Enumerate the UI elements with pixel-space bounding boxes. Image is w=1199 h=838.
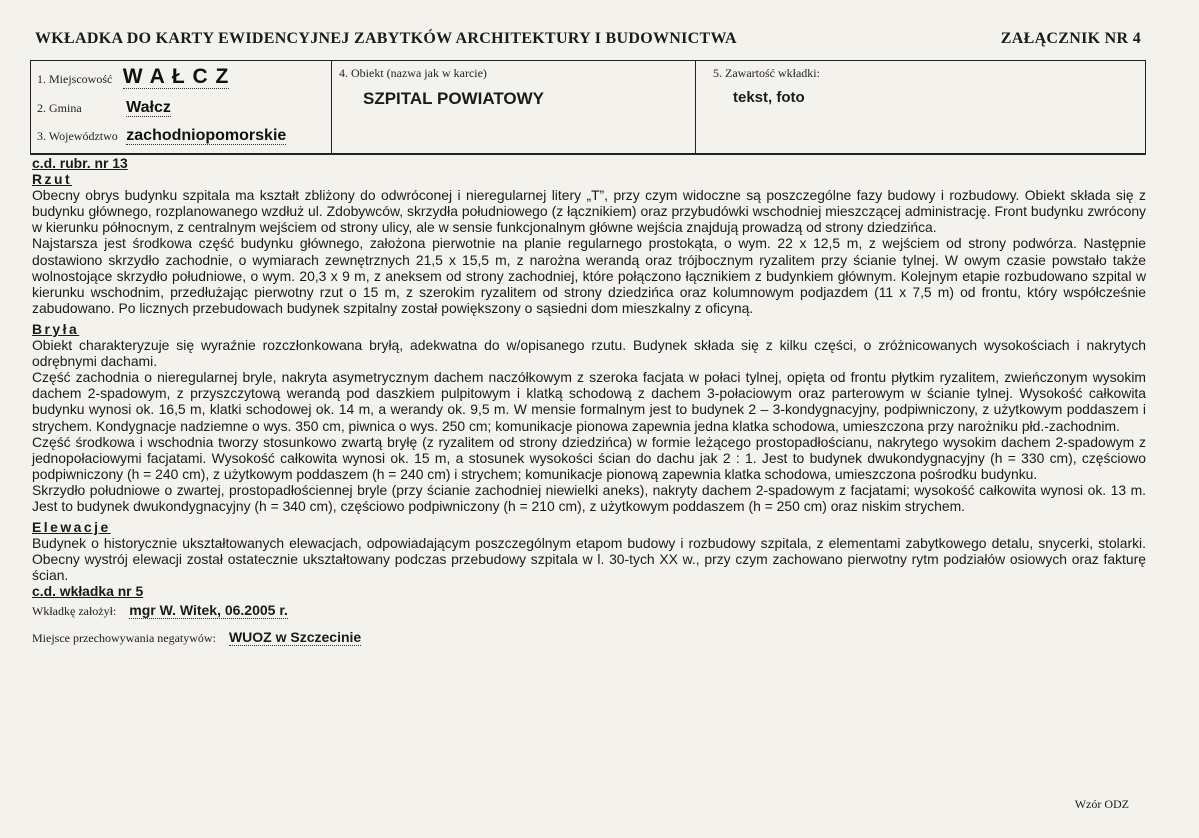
- bryla-heading: Bryła: [32, 320, 80, 337]
- elewacje-heading: Elewacje: [32, 519, 111, 536]
- content-column: [697, 61, 1145, 153]
- gmina-value: Wałcz: [126, 99, 171, 116]
- miejscowosc-value: W A Ł C Z: [122, 65, 230, 88]
- document-body: [32, 155, 1146, 646]
- elewacje-paragraph-1: Budynek o historycznie ukształtowanych elewacjach, odpowiadającym poszczególnym etapom budowy i rozbudowy szpitala, z elementami zabytkowego detalu, snycerki, stolarki. Obecny wystrój elewacji został ostatecznie ukształtowany podczas przebudowy szpitala w l. 30-tych XX w., przy czym zachowano pierwotny rytm podziałów osiowych oraz fakturę ścian.: [32, 535, 1146, 584]
- obiekt-value: SZPITAL POWIATOWY: [363, 89, 545, 108]
- negatywy-value: WUOZ w Szczecinie: [228, 628, 362, 645]
- zawartosc-value: tekst, foto: [733, 89, 805, 106]
- wojewodztwo-value: zachodniopomorskie: [126, 127, 287, 144]
- rzut-heading: Rzut: [32, 171, 73, 188]
- author-line: [32, 602, 1146, 619]
- bryla-paragraph-1: Obiekt charakteryzuje się wyraźnie rozczłonkowana bryłą, adekwatna do w/opisanego rzutu. Budynek składa się z kilku części, o zróżnicowanych wysokościach i nakrytych odrębnymi dachami.: [32, 337, 1146, 370]
- info-fields-box: [30, 60, 1146, 155]
- zalozyl-label: Wkładkę założył:: [32, 603, 117, 618]
- negatives-line: [32, 629, 1146, 646]
- rzut-paragraph-2: Najstarsza jest środkowa część budynku głównego, założona pierwotnie na planie regularnego prostokąta, o wym. 22 x 12,5 m, z wejściem od strony podwórza. Następnie dostawiono skrzydło zachodnie, o wymiarach zewnętrznych 21,5 x 15,5 m, z narożna werandą oraz trójbocznym ryzalitem przy ścianie tylnej. W owym czasie powstało także wolnostojące skrzydło południowe, o wym. 20,3 x 9 m, z aneksem od strony zachodniej, które połączono łącznikiem z budynkiem głównym. Kolejnym etapie rozbudowano szpital w kierunku wschodnim, przedłużając pierwotny rzut o 15 m, z szerokim ryzalitem od strony dziedzińca oraz kolumnowym podjazdem (11 x 7,5 m) od frontu, który współcześnie zabudowano. Po licznych przebudowach budynek szpitalny został powiększony o sąsiedni dom mieszkalny z oficyną.: [32, 235, 1146, 316]
- object-column: [333, 61, 696, 153]
- document-header: [35, 30, 1145, 48]
- negatywy-label: Miejsce przechowywania negatywów:: [32, 630, 216, 645]
- rzut-paragraph-1: Obecny obrys budynku szpitala ma kształt zbliżony do odwróconej i nieregularnej litery „T”, przy czym widoczne są poszczególne fazy budowy i rozbudowy. Obiekt składa się z budynku głównego, rozplanowanego wzdłuż ul. Zdobywców, skrzydła południowego (z łącznikiem) oraz przybudówki wschodniej mieszczącej administrację. Front budynku zwrócony w kierunku północnym, z centralnym wejściem od strony ulicy, ale w sensie funkcjonalnym główne wejścia znajdują prowadzą od strony dziedzińca.: [32, 187, 1146, 236]
- template-mark: Wzór ODZ: [1074, 797, 1129, 811]
- bryla-paragraph-3: Część środkowa i wschodnia tworzy stosunkowo zwartą bryłę (z ryzalitem od strony dziedzińca) w formie leżącego prostopadłościanu, nakrytego wysokim dachem 2-spadowym z jednopołaciowymi facjatami. Wysokość całkowita wynosi ok. 15 m, a stosunek wysokości ścian do dachu jak 2 : 1. Jest to budynek dwukondygnacyjny (h = 330 cm), częściowo podpiwniczony (h = 240 cm), z użytkowym poddaszem (h = 240 cm) i strychem; komunikacje pionową zapewnia klatka schodowa, umieszczona pośrodku budynku.: [32, 433, 1146, 482]
- attachment-number: ZAŁĄCZNIK NR 4: [1000, 30, 1141, 47]
- cd-wkladka: c.d. wkładka nr 5: [32, 583, 144, 600]
- zawartosc-label: 5. Zawartość wkładki:: [713, 66, 820, 80]
- obiekt-label: 4. Obiekt (nazwa jak w karcie): [339, 66, 487, 80]
- bryla-paragraph-4: Skrzydło południowe o zwartej, prostopadłościennej bryle (przy ścianie zachodniej niewielki aneks), nakryty dachem 2-spadowym z facjatami; wysokość całkowita wynosi ok. 13 m. Jest to budynek dwukondygnacyjny (h = 340 cm), częściowo podpiwniczony (h = 210 cm), z użytkowym poddaszem (h = 250 cm) oraz niskim strychem.: [32, 481, 1146, 514]
- document-title: WKŁADKA DO KARTY EWIDENCYJNEJ ZABYTKÓW ARCHITEKTURY I BUDOWNICTWA: [35, 30, 737, 47]
- zalozyl-value: mgr W. Witek, 06.2005 r.: [129, 601, 288, 618]
- wojewodztwo-label: 3. Województwo: [37, 129, 118, 143]
- gmina-label: 2. Gmina: [37, 101, 82, 115]
- bryla-paragraph-2: Część zachodnia o nieregularnej bryle, nakryta asymetrycznym dachem naczółkowym z szeroka facjata w połaci tylnej, opięta od frontu płytkim ryzalitem, zwieńczonym wysokim dachem 2-spadowym, z przyszczytową werandą pod daszkiem pulpitowym i klatką schodową z dachem 3-połaciowym oraz parterowym w ścianie tylnej. Wysokość całkowita budynku wynosi ok. 16,5 m, klatki schodowej ok. 14 m, a werandy ok. 9,5 m. W mensie formalnym jest to budynek 2 – 3-kondygnacyjny, podpiwniczony, z użytkowym poddaszem i strychem. Kondygnacje nadziemne o wys. 350 cm, piwnica o wys. 250 cm; komunikacje pionowa zapewnia jedna klatka schodowa, umieszczona przy narożniku płd.-zachodnim.: [32, 369, 1146, 434]
- location-column: [31, 61, 332, 153]
- cd-rubr: c.d. rubr. nr 13: [32, 155, 128, 171]
- miejscowosc-label: 1. Miejscowość: [37, 72, 113, 86]
